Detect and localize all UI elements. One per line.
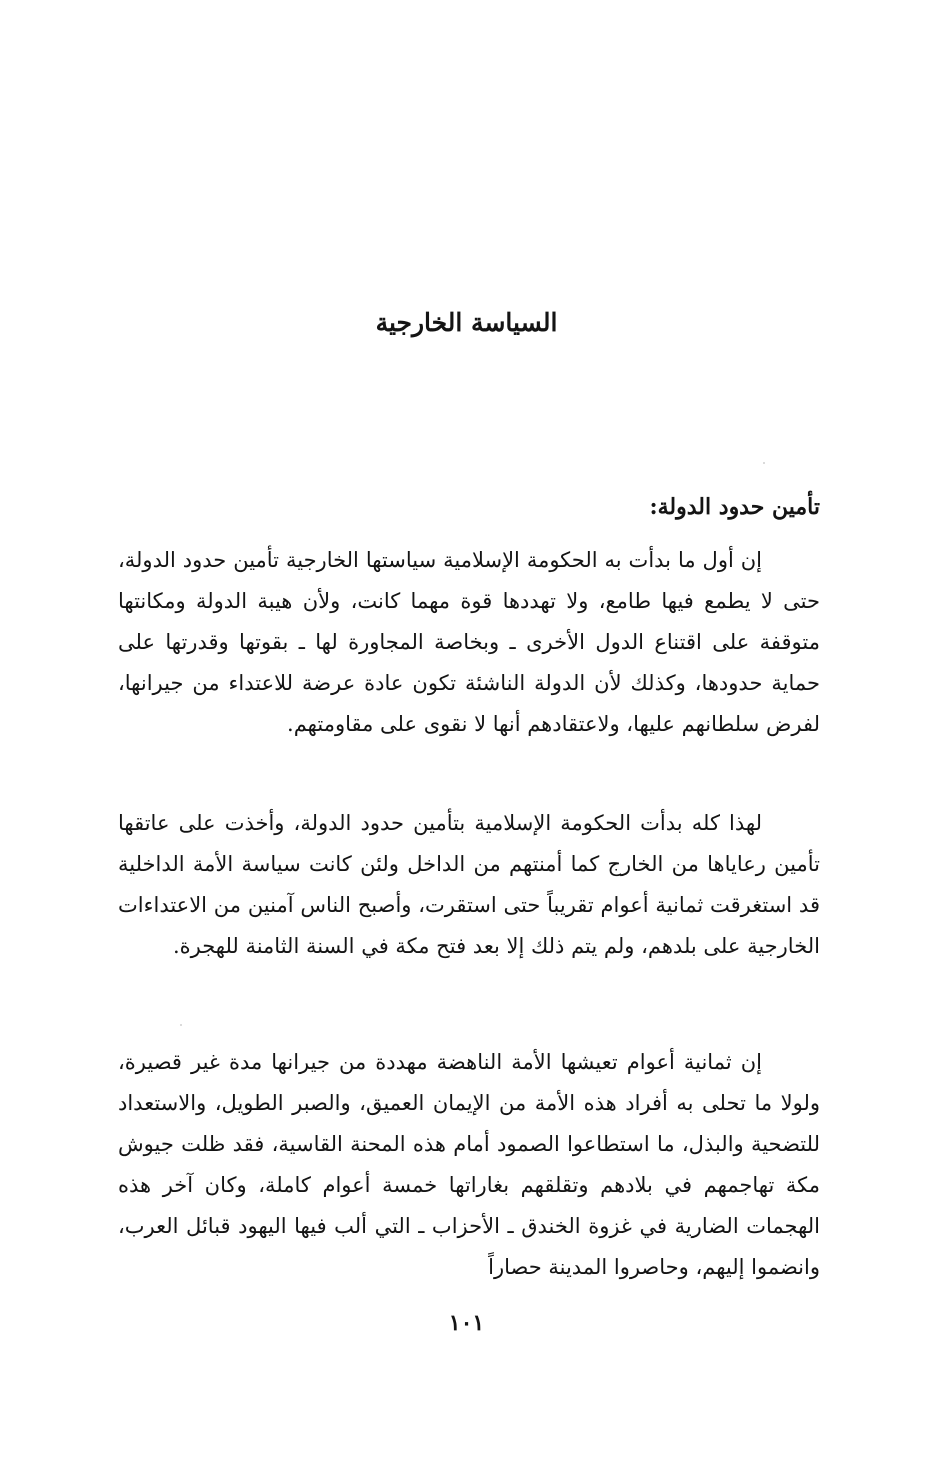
scan-speck <box>180 1024 182 1026</box>
body-paragraph-3: إن ثمانية أعوام تعيشها الأمة الناهضة مهددة من جيرانها مدة غير قصيرة، ولولا ما تحلى به أفراد هذه الأمة من الإيمان العميق، والصبر الطويل، والاستعداد للتضحية والبذل، ما استطاعوا الصمود أمام هذه المحنة القاسية، فقد ظلت جيوش مكة تهاجمهم في بلادهم وتقلقهم بغاراتها خمسة أعوام كاملة، وكان آخر هذه الهجمات الضارية في غزوة الخندق ـ الأحزاب ـ التي ألب فيها اليهود قبائل العرب، وانضموا إليهم، وحاصروا المدينة حصاراً <box>118 1050 820 1279</box>
body-paragraph-1: إن أول ما بدأت به الحكومة الإسلامية سياستها الخارجية تأمين حدود الدولة، حتى لا يطمع فيها طامع، ولا تهددها قوة مهما كانت، ولأن هيبة الدولة ومكانتها متوقفة على اقتناع الدول الأخرى ـ وبخاصة المجاورة لها ـ بقوتها وقدرتها على حماية حدودها، وكذلك لأن الدولة الناشئة تكون عادة عرضة للاعتداء من جيرانها، لفرض سلطانهم عليها، ولاعتقادهم أنها لا نقوى على مقاومتهم. <box>118 548 820 736</box>
chapter-title: السياسة الخارجية <box>375 308 558 337</box>
section-heading: تأمين حدود الدولة: <box>649 494 820 520</box>
body-paragraph-2: لهذا كله بدأت الحكومة الإسلامية بتأمين حدود الدولة، وأخذت على عاتقها تأمين رعاياها من الخارج كما أمنتهم من الداخل ولئن كانت سياسة الأمة الداخلية قد استغرقت ثمانية أعوام تقريباً حتى استقرت، وأصبح الناس آمنين من الاعتداءات الخارجية على بلدهم، ولم يتم ذلك إلا بعد فتح مكة في السنة الثامنة للهجرة. <box>118 811 820 958</box>
page-number: ١٠١ <box>448 1310 485 1336</box>
scan-speck <box>763 462 765 464</box>
